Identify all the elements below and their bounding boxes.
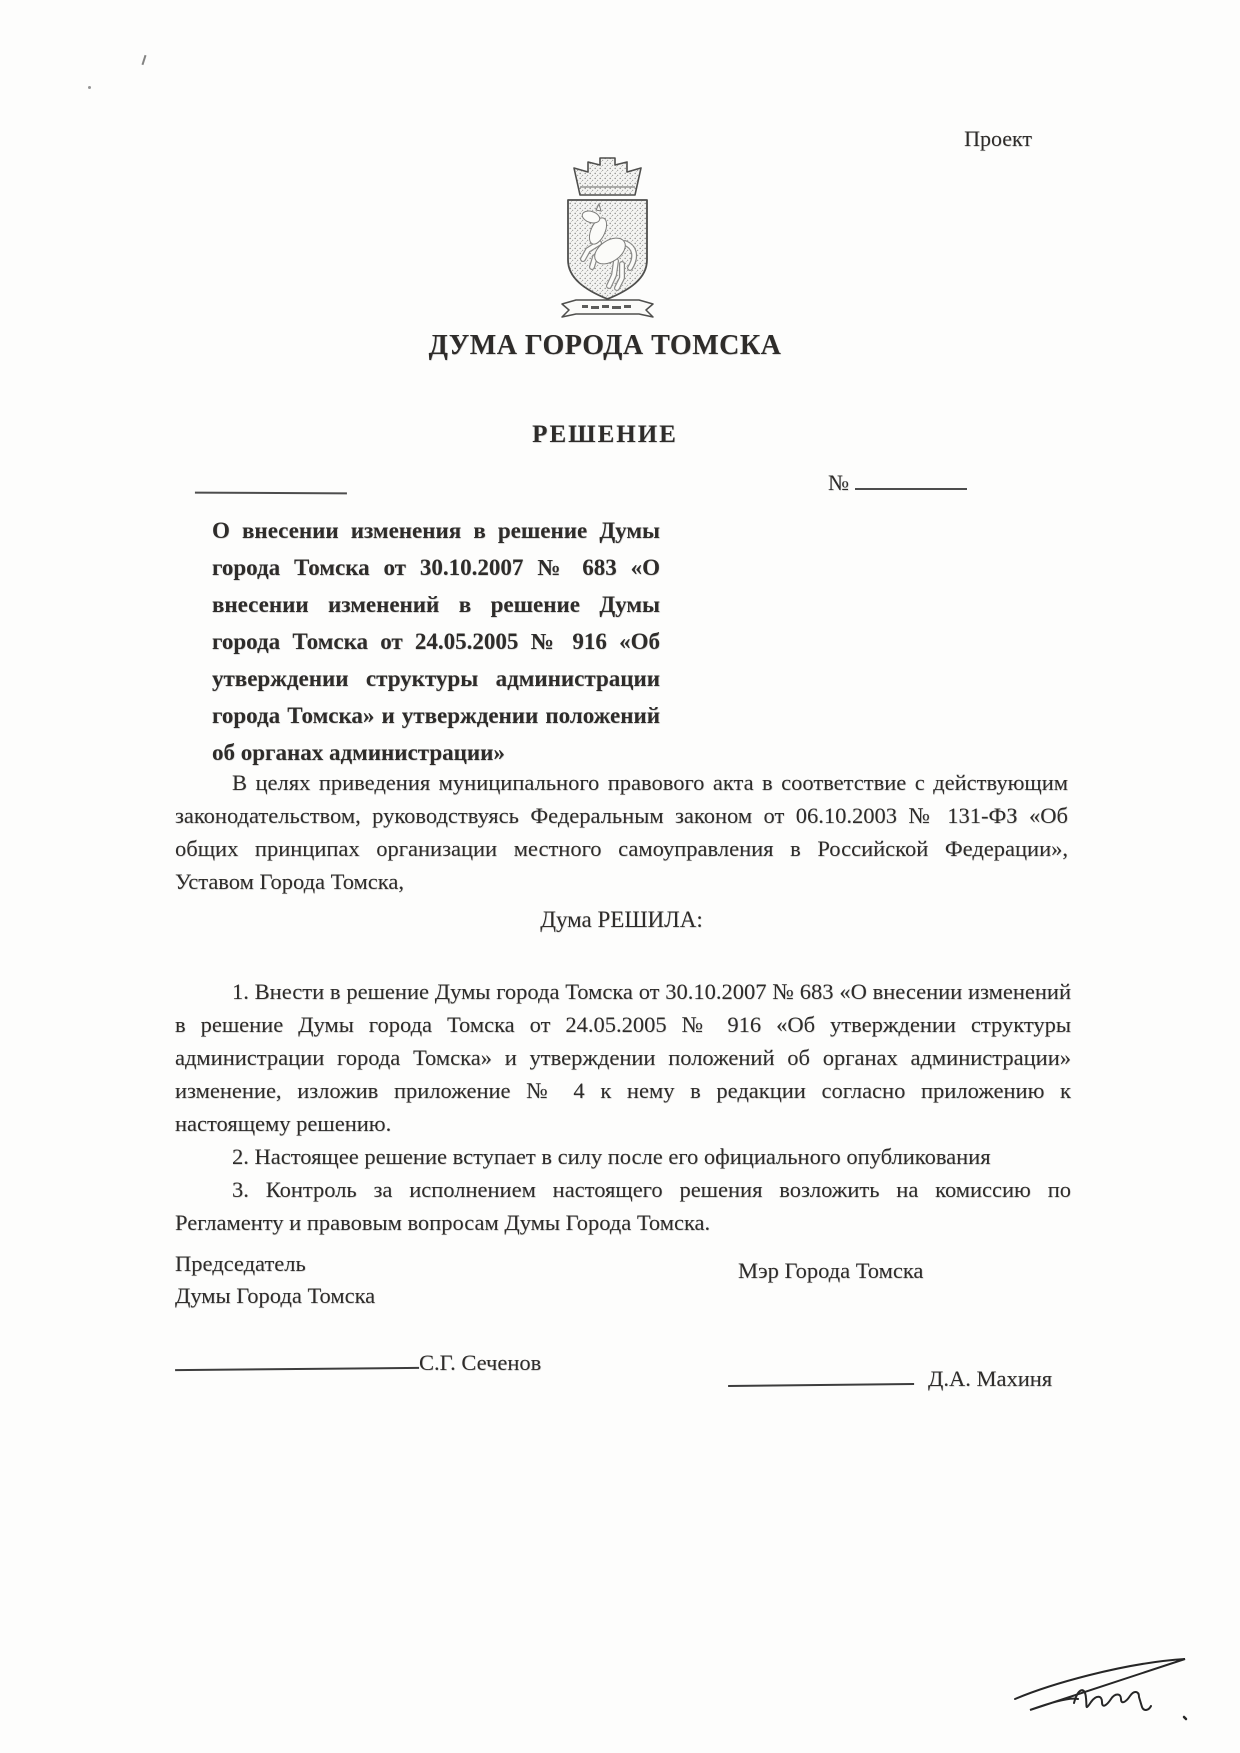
chairman-role-line2: Думы Города Томска — [175, 1283, 376, 1308]
scan-artifact-tick — [142, 55, 147, 65]
handwritten-signature — [1012, 1655, 1194, 1727]
resolution-item-2: 2. Настоящее решение вступает в силу после его официального опубликования — [232, 1144, 991, 1169]
resolution-item-1: 1. Внести в решение Думы города Томска от 30.10.2007 № 683 «О внесении изменений в решение Думы города Томска от 24.05.2005 № 916 «Об утверждении структуры администрации города Томска» и утверждении положений об органах администрации» изменение, изложив приложение № 4 к нему в редакции согласно приложению к настоящему решению. — [175, 979, 1071, 1136]
number-label: № — [828, 470, 849, 495]
document-type-title: РЕШЕНИЕ — [532, 421, 678, 448]
mayor-role: Мэр Города Томска — [738, 1258, 924, 1283]
organization-name: ДУМА ГОРОДА ТОМСКА — [428, 330, 782, 361]
mayor-signature-line — [728, 1365, 914, 1387]
mayor-name: Д.А. Махиня — [928, 1366, 1053, 1391]
number-blank-line — [855, 470, 967, 490]
draft-label: Проект — [964, 126, 1032, 151]
resolution-item-3: 3. Контроль за исполнением настоящего решения возложить на комиссию по Регламенту и правовым вопросам Думы Города Томска. — [175, 1177, 1071, 1235]
chairman-role — [175, 1248, 375, 1312]
chairman-signature-row — [175, 1350, 541, 1376]
handwritten-flourish-icon — [1012, 1655, 1194, 1727]
mayor-signature-row — [728, 1366, 1052, 1392]
date-blank-line — [195, 470, 347, 495]
scan-artifact-dot — [88, 86, 91, 89]
chairman-signature-line — [175, 1349, 419, 1371]
tomsk-coat-of-arms-icon — [549, 157, 666, 320]
coat-of-arms-emblem — [549, 157, 666, 320]
resolution-items — [175, 975, 1071, 1239]
document-subject-title: О внесении изменения в решение Думы города Томска от 30.10.2007 № 683 «О внесении изменений в решение Думы города Томска от 24.05.2005 № 916 «Об утверждении структуры администрации города Томска» и утверждении положений об органах администрации» — [212, 518, 660, 765]
chairman-role-line1: Председатель — [175, 1251, 306, 1276]
resolution-heading: Дума РЕШИЛА: — [540, 907, 703, 932]
preamble-paragraph: В целях приведения муниципального правового акта в соответствие с действующим законодательством, руководствуясь Федеральным законом от 06.10.2003 № 131-ФЗ «Об общих принципах организации местного самоуправления в Российской Федерации», Уставом Города Томска, — [175, 770, 1068, 894]
number-field — [828, 470, 967, 496]
chairman-name: С.Г. Сеченов — [419, 1350, 542, 1375]
